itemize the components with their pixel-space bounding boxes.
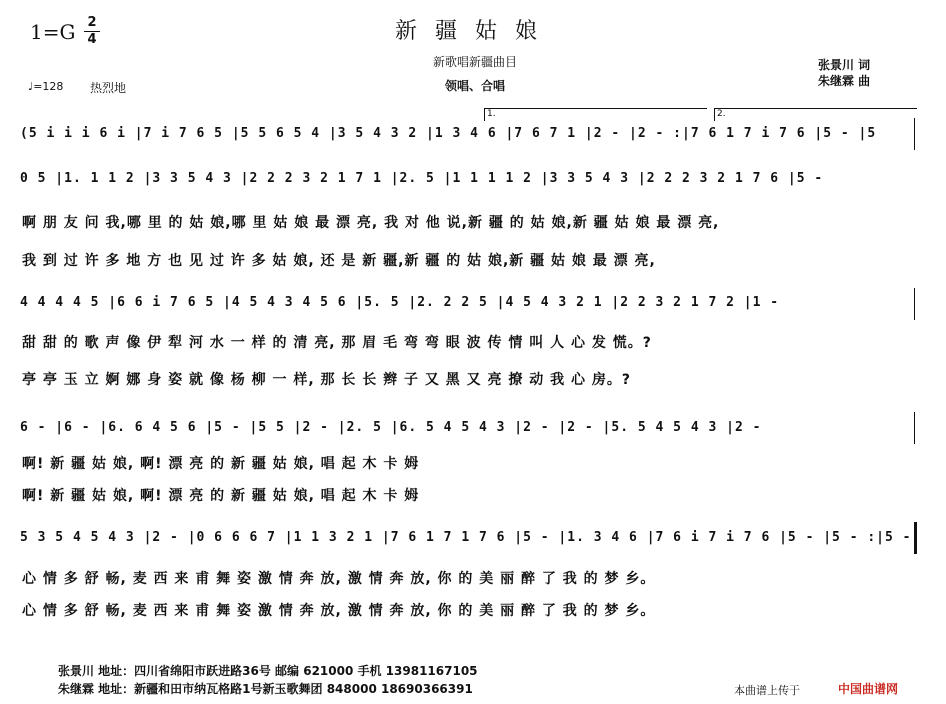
footer-contact-lyricist: 张景川 地址：四川省绵阳市跃进路36号 邮编 621000 手机 13981167105 bbox=[58, 664, 478, 678]
barline bbox=[914, 288, 915, 320]
meter-top: 2 bbox=[87, 15, 97, 30]
lyric-line-8: 心 情 多 舒 畅, 麦 西 来 甫 舞 姿 激 情 奔 放, 激 情 奔 放, 你 的 美 丽 醉 了 我 的 梦 乡。 bbox=[22, 603, 656, 619]
upload-note: 本曲谱上传于 bbox=[734, 684, 800, 697]
key-signature: 1=G bbox=[30, 20, 76, 44]
score-line-1: (5 i i i 6 i |7 i 7 6 5 |5 5 6 5 4 |3 5 4 3 2 |1 3 4 6 |7 6 7 1 |2 - |2 - :|7 6 1 7 i 7 6 |5 - |5 bbox=[20, 126, 877, 141]
first-ending-bracket bbox=[484, 108, 707, 121]
barline bbox=[914, 118, 915, 150]
barline bbox=[914, 412, 915, 444]
lyric-line-1: 啊 朋 友 问 我,哪 里 的 姑 娘,哪 里 姑 娘 最 漂 亮, 我 对 他 说,新 疆 的 姑 娘,新 疆 姑 娘 最 漂 亮, bbox=[22, 215, 720, 231]
performance-form: 领唱、合唱 bbox=[444, 79, 505, 93]
second-ending-label: 2. bbox=[717, 109, 726, 119]
tempo-expression: 热烈地 bbox=[90, 81, 127, 95]
lyricist-credit: 张景川 词 bbox=[818, 58, 871, 72]
final-barline bbox=[914, 522, 917, 554]
song-title: 新疆姑娘 bbox=[394, 19, 555, 44]
composer-credit: 朱继霖 曲 bbox=[818, 74, 871, 88]
song-subtitle: 新歌唱新疆曲目 bbox=[432, 55, 517, 69]
lyric-line-3: 甜 甜 的 歌 声 像 伊 犁 河 水 一 样 的 清 亮, 那 眉 毛 弯 弯 眼 波 传 情 叫 人 心 发 慌。? bbox=[22, 335, 652, 351]
time-signature bbox=[84, 16, 100, 47]
tempo-marking: ♩=128 bbox=[28, 80, 64, 93]
lyric-line-6: 啊! 新 疆 姑 娘, 啊! 漂 亮 的 新 疆 姑 娘, 唱 起 木 卡 姆 bbox=[22, 488, 420, 504]
footer-contact-composer: 朱继霖 地址：新疆和田市纳瓦格路1号新玉歌舞团 848000 18690366391 bbox=[58, 682, 473, 696]
lyric-line-4: 亭 亭 玉 立 婀 娜 身 姿 就 像 杨 柳 一 样, 那 长 长 辫 子 又 黑 又 亮 撩 动 我 心 房。? bbox=[22, 372, 632, 388]
lyric-line-7: 心 情 多 舒 畅, 麦 西 来 甫 舞 姿 激 情 奔 放, 激 情 奔 放, 你 的 美 丽 醉 了 我 的 梦 乡。 bbox=[22, 571, 656, 587]
meter-bottom: 4 bbox=[87, 32, 97, 47]
score-line-3: 4 4 4 4 5 |6 6 i 7 6 5 |4 5 4 3 4 5 6 |5. 5 |2. 2 2 5 |4 5 4 3 2 1 |2 2 3 2 1 7 2 |1 - bbox=[20, 295, 780, 310]
score-line-2: 0 5 |1. 1 1 2 |3 3 5 4 3 |2 2 2 3 2 1 7 1 |2. 5 |1 1 1 1 2 |3 3 5 4 3 |2 2 2 3 2 1 7 6 |5 - bbox=[20, 171, 824, 186]
lyric-line-5: 啊! 新 疆 姑 娘, 啊! 漂 亮 的 新 疆 姑 娘, 唱 起 木 卡 姆 bbox=[22, 456, 420, 472]
score-line-5: 5 3 5 4 5 4 3 |2 - |0 6 6 6 7 |1 1 3 2 1 |7 6 1 7 1 7 6 |5 - |1. 3 4 6 |7 6 i 7 i 7 6 |5 - |5 - :|5 - bbox=[20, 530, 912, 545]
lyric-line-2: 我 到 过 许 多 地 方 也 见 过 许 多 姑 娘, 还 是 新 疆,新 疆 的 姑 娘,新 疆 姑 娘 最 漂 亮, bbox=[22, 253, 656, 269]
second-ending-bracket bbox=[714, 108, 917, 121]
score-line-4: 6 - |6 - |6. 6 4 5 6 |5 - |5 5 |2 - |2. 5 |6. 5 4 5 4 3 |2 - |2 - |5. 5 4 5 4 3 |2 - bbox=[20, 420, 762, 435]
first-ending-label: 1. bbox=[487, 109, 496, 119]
site-logo[interactable]: 中国曲谱网 bbox=[838, 682, 899, 696]
